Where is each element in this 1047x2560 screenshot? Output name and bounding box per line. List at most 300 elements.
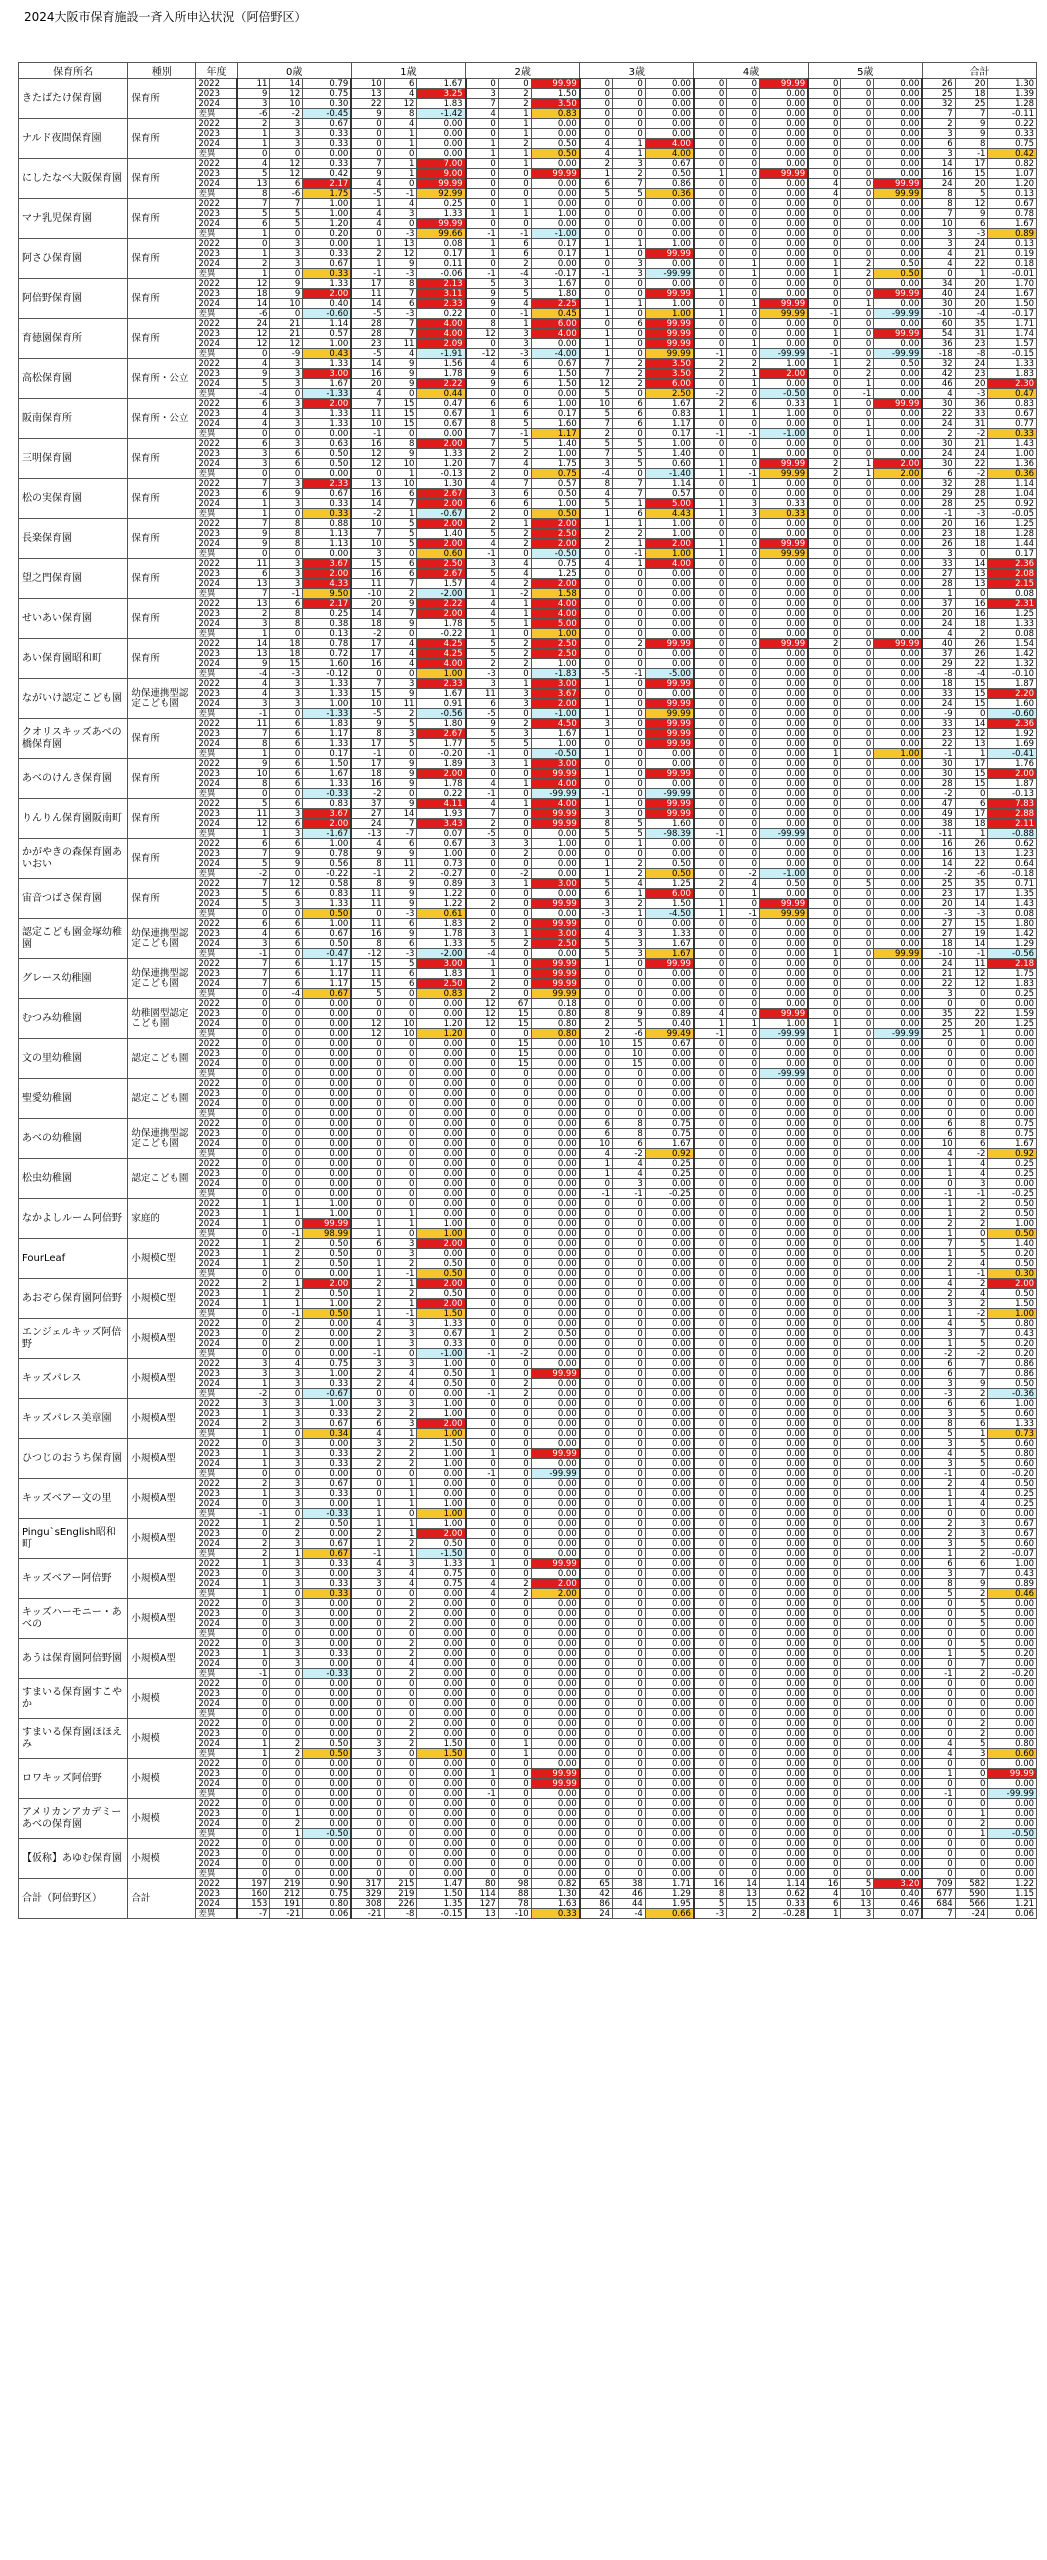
capacity-cell: 0 <box>498 1079 531 1089</box>
facility-type: 保育所 <box>128 479 196 519</box>
year-cell: 差異 <box>196 989 237 999</box>
capacity-cell: 46 <box>613 1889 646 1899</box>
applicants-cell: 0 <box>237 1139 270 1149</box>
ratio-cell: 1.75 <box>531 459 580 469</box>
ratio-cell: 0.00 <box>303 1469 352 1479</box>
ratio-cell: 0.00 <box>760 859 809 869</box>
applicants-cell: 3 <box>351 549 384 559</box>
capacity-cell: 0 <box>384 1829 417 1839</box>
capacity-cell: 3 <box>270 409 303 419</box>
applicants-cell: 9 <box>237 659 270 669</box>
applicants-cell: 3 <box>922 1299 955 1309</box>
ratio-cell: 2.33 <box>303 479 352 489</box>
applicants-cell: 0 <box>922 1179 955 1189</box>
year-cell: 2022 <box>196 1399 237 1409</box>
year-cell: 2022 <box>196 759 237 769</box>
applicants-cell: 0 <box>466 1749 499 1759</box>
capacity-cell: 7 <box>613 479 646 489</box>
capacity-cell: 0 <box>384 1759 417 1769</box>
year-cell: 2023 <box>196 409 237 419</box>
applicants-cell: 11 <box>466 689 499 699</box>
applicants-cell: 0 <box>237 1689 270 1699</box>
applicants-cell: 7 <box>466 459 499 469</box>
capacity-cell: 2 <box>270 1339 303 1349</box>
applicants-cell: 0 <box>694 489 727 499</box>
capacity-cell: 6 <box>498 399 531 409</box>
capacity-cell: 0 <box>613 1669 646 1679</box>
ratio-cell: 0.67 <box>417 1329 466 1339</box>
capacity-cell: 0 <box>955 549 988 559</box>
applicants-cell: 0 <box>237 1779 270 1789</box>
applicants-cell: 0 <box>351 669 384 679</box>
year-cell: 2024 <box>196 219 237 229</box>
capacity-cell: 17 <box>955 809 988 819</box>
ratio-cell: 2.00 <box>874 469 923 479</box>
applicants-cell: 1 <box>922 1209 955 1219</box>
ratio-cell: 1.00 <box>417 1509 466 1519</box>
applicants-cell: 0 <box>580 1329 613 1339</box>
applicants-cell: 0 <box>580 1749 613 1759</box>
capacity-cell: 0 <box>727 1099 760 1109</box>
ratio-cell: 1.00 <box>645 529 694 539</box>
ratio-cell: 1.00 <box>988 449 1037 459</box>
applicants-cell: 0 <box>808 79 841 89</box>
ratio-cell: 2.00 <box>303 819 352 829</box>
capacity-cell: 9 <box>384 769 417 779</box>
ratio-cell: 0.00 <box>760 259 809 269</box>
capacity-cell: 0 <box>613 1749 646 1759</box>
capacity-cell: 1 <box>841 419 874 429</box>
ratio-cell: 1.80 <box>417 719 466 729</box>
applicants-cell: 0 <box>580 549 613 559</box>
ratio-cell: 0.44 <box>417 389 466 399</box>
applicants-cell: 0 <box>237 1859 270 1869</box>
capacity-cell: 0 <box>841 219 874 229</box>
applicants-cell: 0 <box>237 1069 270 1079</box>
ratio-cell: 1.83 <box>988 369 1037 379</box>
applicants-cell: 0 <box>922 1099 955 1109</box>
capacity-cell: 0 <box>727 1849 760 1859</box>
ratio-cell: 1.17 <box>303 979 352 989</box>
ratio-cell: 0.00 <box>303 1079 352 1089</box>
capacity-cell: 0 <box>841 1819 874 1829</box>
ratio-cell: 1.00 <box>417 1519 466 1529</box>
ratio-cell: 0.00 <box>645 1259 694 1269</box>
capacity-cell: 0 <box>613 1759 646 1769</box>
applicants-cell: 0 <box>694 1859 727 1869</box>
capacity-cell: 20 <box>955 379 988 389</box>
applicants-cell: 0 <box>466 1359 499 1369</box>
ratio-cell: 0.00 <box>531 1719 580 1729</box>
ratio-cell: 0.00 <box>760 1719 809 1729</box>
applicants-cell: 7 <box>237 849 270 859</box>
ratio-cell: 99.99 <box>645 289 694 299</box>
ratio-cell: 0.00 <box>988 1689 1037 1699</box>
ratio-cell: -0.45 <box>303 109 352 119</box>
ratio-cell: 0.00 <box>645 1179 694 1189</box>
ratio-cell: 0.67 <box>303 489 352 499</box>
applicants-cell: 0 <box>808 1069 841 1079</box>
capacity-cell: 2 <box>384 1449 417 1459</box>
applicants-cell: 0 <box>466 1419 499 1429</box>
applicants-cell: 11 <box>351 889 384 899</box>
ratio-cell: 0.00 <box>874 109 923 119</box>
ratio-cell: 0.60 <box>988 1439 1037 1449</box>
ratio-cell: 0.00 <box>760 1789 809 1799</box>
applicants-cell: 0 <box>694 1579 727 1589</box>
ratio-cell: 0.33 <box>760 509 809 519</box>
ratio-cell: -99.99 <box>874 1029 923 1039</box>
facility-name: あべのけんき保育園 <box>19 759 128 799</box>
applicants-cell: 0 <box>466 1259 499 1269</box>
facility-type: 保育所 <box>128 439 196 479</box>
ratio-cell: 0.30 <box>988 1269 1037 1279</box>
ratio-cell: 0.57 <box>531 479 580 489</box>
ratio-cell: 0.00 <box>303 1069 352 1079</box>
ratio-cell: 0.00 <box>645 1299 694 1309</box>
ratio-cell: 0.00 <box>760 629 809 639</box>
applicants-cell: -1 <box>351 269 384 279</box>
applicants-cell: -7 <box>237 1909 270 1919</box>
capacity-cell: 12 <box>270 339 303 349</box>
applicants-cell: 1 <box>351 1339 384 1349</box>
capacity-cell: 13 <box>955 569 988 579</box>
capacity-cell: 0 <box>841 349 874 359</box>
ratio-cell: 99.99 <box>531 1369 580 1379</box>
applicants-cell: 4 <box>466 779 499 789</box>
ratio-cell: 0.33 <box>303 509 352 519</box>
ratio-cell: 0.00 <box>874 1479 923 1489</box>
capacity-cell: 0 <box>841 789 874 799</box>
ratio-cell: 0.67 <box>303 989 352 999</box>
ratio-cell: 0.00 <box>417 1479 466 1489</box>
capacity-cell: 0 <box>613 1779 646 1789</box>
applicants-cell: 0 <box>351 129 384 139</box>
applicants-cell: 1 <box>922 1769 955 1779</box>
applicants-cell: 0 <box>351 1619 384 1629</box>
applicants-cell: 1 <box>351 1229 384 1239</box>
applicants-cell: 0 <box>351 139 384 149</box>
applicants-cell: 10 <box>922 1139 955 1149</box>
applicants-cell: 0 <box>466 1289 499 1299</box>
applicants-cell: 0 <box>808 1859 841 1869</box>
applicants-cell: 12 <box>466 1009 499 1019</box>
capacity-cell: 0 <box>727 1579 760 1589</box>
capacity-cell: 2 <box>384 1619 417 1629</box>
ratio-cell: 0.00 <box>303 1169 352 1179</box>
capacity-cell: 0 <box>841 749 874 759</box>
ratio-cell: 0.00 <box>531 1729 580 1739</box>
applicants-cell: 0 <box>694 1369 727 1379</box>
ratio-cell: 0.00 <box>874 1439 923 1449</box>
ratio-cell: 0.00 <box>760 149 809 159</box>
applicants-cell: 0 <box>694 1259 727 1269</box>
capacity-cell: 1 <box>384 169 417 179</box>
capacity-cell: 0 <box>270 1009 303 1019</box>
applicants-cell: 3 <box>466 89 499 99</box>
ratio-cell: 0.43 <box>303 349 352 359</box>
capacity-cell: 3 <box>613 159 646 169</box>
applicants-cell: 0 <box>694 669 727 679</box>
ratio-cell: 1.00 <box>417 1429 466 1439</box>
ratio-cell: 0.00 <box>760 1359 809 1369</box>
capacity-cell: 2 <box>955 1549 988 1559</box>
ratio-cell: 0.00 <box>760 669 809 679</box>
table-row <box>19 639 1037 649</box>
applicants-cell: 0 <box>351 1199 384 1209</box>
table-row <box>19 1119 1037 1129</box>
year-cell: 2024 <box>196 1459 237 1469</box>
applicants-cell: 0 <box>466 1539 499 1549</box>
applicants-cell: 0 <box>466 1679 499 1689</box>
applicants-cell: 0 <box>237 239 270 249</box>
facility-name: ロワキッズ阿倍野 <box>19 1759 128 1799</box>
ratio-cell: 0.00 <box>874 1779 923 1789</box>
applicants-cell: 18 <box>922 939 955 949</box>
capacity-cell: 2 <box>384 1599 417 1609</box>
capacity-cell: 0 <box>841 869 874 879</box>
applicants-cell: 8 <box>351 879 384 889</box>
applicants-cell: 2 <box>808 639 841 649</box>
ratio-cell: 0.00 <box>303 1599 352 1609</box>
capacity-cell: 1 <box>384 1299 417 1309</box>
applicants-cell: 0 <box>808 1789 841 1799</box>
applicants-cell: 0 <box>922 1039 955 1049</box>
capacity-cell: 0 <box>613 1639 646 1649</box>
capacity-cell: 6 <box>613 409 646 419</box>
ratio-cell: 0.50 <box>645 169 694 179</box>
applicants-cell: 5 <box>580 939 613 949</box>
ratio-cell: 0.00 <box>645 1649 694 1659</box>
capacity-cell: 0 <box>613 1229 646 1239</box>
year-cell: 差異 <box>196 269 237 279</box>
applicants-cell: 0 <box>808 479 841 489</box>
ratio-cell: 0.00 <box>760 1389 809 1399</box>
capacity-cell: 18 <box>955 529 988 539</box>
ratio-cell: 0.17 <box>988 549 1037 559</box>
ratio-cell: 0.50 <box>417 1259 466 1269</box>
applicants-cell: 0 <box>466 1659 499 1669</box>
applicants-cell: -1 <box>808 309 841 319</box>
capacity-cell: 0 <box>498 1459 531 1469</box>
ratio-cell: -99.99 <box>531 1469 580 1479</box>
ratio-cell: 0.00 <box>760 159 809 169</box>
facility-type: 家庭的 <box>128 1199 196 1239</box>
capacity-cell: 13 <box>955 579 988 589</box>
ratio-cell: -2.00 <box>417 589 466 599</box>
facility-name: 高松保育園 <box>19 359 128 399</box>
applicants-cell: 33 <box>922 559 955 569</box>
applicants-cell: 0 <box>580 99 613 109</box>
applicants-cell: 0 <box>694 1769 727 1779</box>
applicants-cell: 9 <box>237 89 270 99</box>
applicants-cell: 153 <box>237 1899 270 1909</box>
ratio-cell: -0.67 <box>303 1389 352 1399</box>
applicants-cell: 0 <box>237 1629 270 1639</box>
capacity-cell: -6 <box>613 1029 646 1039</box>
capacity-cell: 0 <box>384 1769 417 1779</box>
applicants-cell: 0 <box>808 1559 841 1569</box>
ratio-cell: 0.46 <box>874 1899 923 1909</box>
capacity-cell: 0 <box>727 579 760 589</box>
applicants-cell: 0 <box>580 209 613 219</box>
capacity-cell: 0 <box>841 1199 874 1209</box>
ratio-cell: 0.50 <box>417 1379 466 1389</box>
applicants-cell: -1 <box>237 709 270 719</box>
applicants-cell: 0 <box>694 1529 727 1539</box>
ratio-cell: 0.00 <box>874 1229 923 1239</box>
ratio-cell: 0.00 <box>303 1629 352 1639</box>
applicants-cell: 0 <box>808 1809 841 1819</box>
applicants-cell: 2 <box>580 159 613 169</box>
ratio-cell: 1.67 <box>645 399 694 409</box>
ratio-cell: 0.00 <box>760 699 809 709</box>
capacity-cell: 3 <box>613 1179 646 1189</box>
ratio-cell: 0.77 <box>988 419 1037 429</box>
capacity-cell: 0 <box>841 689 874 699</box>
ratio-cell: 0.00 <box>531 1149 580 1159</box>
capacity-cell: 0 <box>841 1779 874 1789</box>
applicants-cell: 1 <box>580 509 613 519</box>
capacity-cell: 1 <box>613 239 646 249</box>
ratio-cell: 0.00 <box>760 1309 809 1319</box>
capacity-cell: 0 <box>727 1329 760 1339</box>
capacity-cell: 6 <box>498 499 531 509</box>
capacity-cell: 0 <box>841 1069 874 1079</box>
applicants-cell: 0 <box>580 569 613 579</box>
applicants-cell: 0 <box>351 1049 384 1059</box>
ratio-cell: 1.67 <box>417 79 466 89</box>
applicants-cell: 12 <box>351 1029 384 1039</box>
ratio-cell: 0.00 <box>874 1019 923 1029</box>
ratio-cell: 0.00 <box>874 609 923 619</box>
applicants-cell: 0 <box>580 1719 613 1729</box>
applicants-cell: 0 <box>808 779 841 789</box>
capacity-cell: 0 <box>727 839 760 849</box>
capacity-cell: 13 <box>384 239 417 249</box>
capacity-cell: 2 <box>498 579 531 589</box>
year-cell: 2024 <box>196 1139 237 1149</box>
capacity-cell: 0 <box>613 779 646 789</box>
applicants-cell: 0 <box>580 1299 613 1309</box>
capacity-cell: 7 <box>955 1359 988 1369</box>
capacity-cell: -1 <box>384 189 417 199</box>
year-cell: 差異 <box>196 509 237 519</box>
ratio-cell: 0.00 <box>874 819 923 829</box>
year-cell: 2022 <box>196 1319 237 1329</box>
year-cell: 差異 <box>196 1749 237 1759</box>
ratio-cell: 0.00 <box>874 829 923 839</box>
ratio-cell: 1.00 <box>760 409 809 419</box>
applicants-cell: 0 <box>237 1819 270 1829</box>
ratio-cell: 0.75 <box>303 1359 352 1369</box>
ratio-cell: 0.00 <box>874 1529 923 1539</box>
capacity-cell: 0 <box>841 1489 874 1499</box>
capacity-cell: 5 <box>613 1019 646 1029</box>
ratio-cell: 2.00 <box>417 499 466 509</box>
ratio-cell: 0.00 <box>760 1779 809 1789</box>
ratio-cell: -0.88 <box>988 829 1037 839</box>
ratio-cell: 0.00 <box>874 159 923 169</box>
ratio-cell: 2.09 <box>417 339 466 349</box>
ratio-cell: 0.00 <box>760 179 809 189</box>
ratio-cell: 99.99 <box>645 769 694 779</box>
capacity-cell: 10 <box>270 299 303 309</box>
ratio-cell: 7.00 <box>417 159 466 169</box>
capacity-cell: 0 <box>841 1209 874 1219</box>
facility-type: 幼保連携型認定こども園 <box>128 919 196 959</box>
capacity-cell: 23 <box>955 339 988 349</box>
capacity-cell: 0 <box>270 909 303 919</box>
year-cell: 差異 <box>196 149 237 159</box>
year-cell: 2024 <box>196 819 237 829</box>
capacity-cell: 1 <box>498 599 531 609</box>
capacity-cell: 0 <box>384 1059 417 1069</box>
applicants-cell: 0 <box>694 179 727 189</box>
ratio-cell: 0.00 <box>645 119 694 129</box>
capacity-cell: 0 <box>841 569 874 579</box>
capacity-cell: 1 <box>841 379 874 389</box>
applicants-cell: 0 <box>580 589 613 599</box>
applicants-cell: 42 <box>922 369 955 379</box>
ratio-cell: 0.00 <box>988 1179 1037 1189</box>
ratio-cell: 1.50 <box>531 369 580 379</box>
capacity-cell: 6 <box>270 719 303 729</box>
capacity-cell: 0 <box>270 869 303 879</box>
applicants-cell: 0 <box>694 1119 727 1129</box>
ratio-cell: 0.00 <box>874 79 923 89</box>
ratio-cell: -99.99 <box>760 1029 809 1039</box>
capacity-cell: 0 <box>727 1809 760 1819</box>
capacity-cell: 0 <box>841 769 874 779</box>
capacity-cell: 1 <box>841 459 874 469</box>
capacity-cell: 0 <box>841 1449 874 1459</box>
ratio-cell: 99.99 <box>531 899 580 909</box>
ratio-cell: 0.00 <box>874 89 923 99</box>
capacity-cell: 0 <box>613 199 646 209</box>
applicants-cell: 0 <box>808 859 841 869</box>
ratio-cell: 0.75 <box>303 89 352 99</box>
capacity-cell: 0 <box>727 559 760 569</box>
ratio-cell: 0.00 <box>874 1719 923 1729</box>
ratio-cell: 4.43 <box>645 509 694 519</box>
applicants-cell: 0 <box>808 909 841 919</box>
capacity-cell: 3 <box>270 1399 303 1409</box>
capacity-cell: 5 <box>955 1319 988 1329</box>
capacity-cell: 0 <box>727 769 760 779</box>
capacity-cell: 0 <box>498 1399 531 1409</box>
facility-type: 保育所 <box>128 799 196 839</box>
applicants-cell: 4 <box>808 179 841 189</box>
table-row <box>19 559 1037 569</box>
applicants-cell: 0 <box>808 739 841 749</box>
ratio-cell: 0.00 <box>874 1409 923 1419</box>
capacity-cell: 1 <box>498 319 531 329</box>
ratio-cell: 0.50 <box>303 1239 352 1249</box>
ratio-cell: 1.33 <box>303 779 352 789</box>
capacity-cell: 4 <box>384 1569 417 1579</box>
applicants-cell: 0 <box>351 1099 384 1109</box>
ratio-cell: 1.69 <box>988 739 1037 749</box>
applicants-cell: 5 <box>466 639 499 649</box>
ratio-cell: 0.00 <box>874 759 923 769</box>
capacity-cell: 0 <box>613 1389 646 1399</box>
ratio-cell: 0.00 <box>874 279 923 289</box>
capacity-cell: 0 <box>727 1159 760 1169</box>
capacity-cell: 18 <box>955 819 988 829</box>
applicants-cell: 1 <box>466 209 499 219</box>
capacity-cell: 15 <box>498 1019 531 1029</box>
